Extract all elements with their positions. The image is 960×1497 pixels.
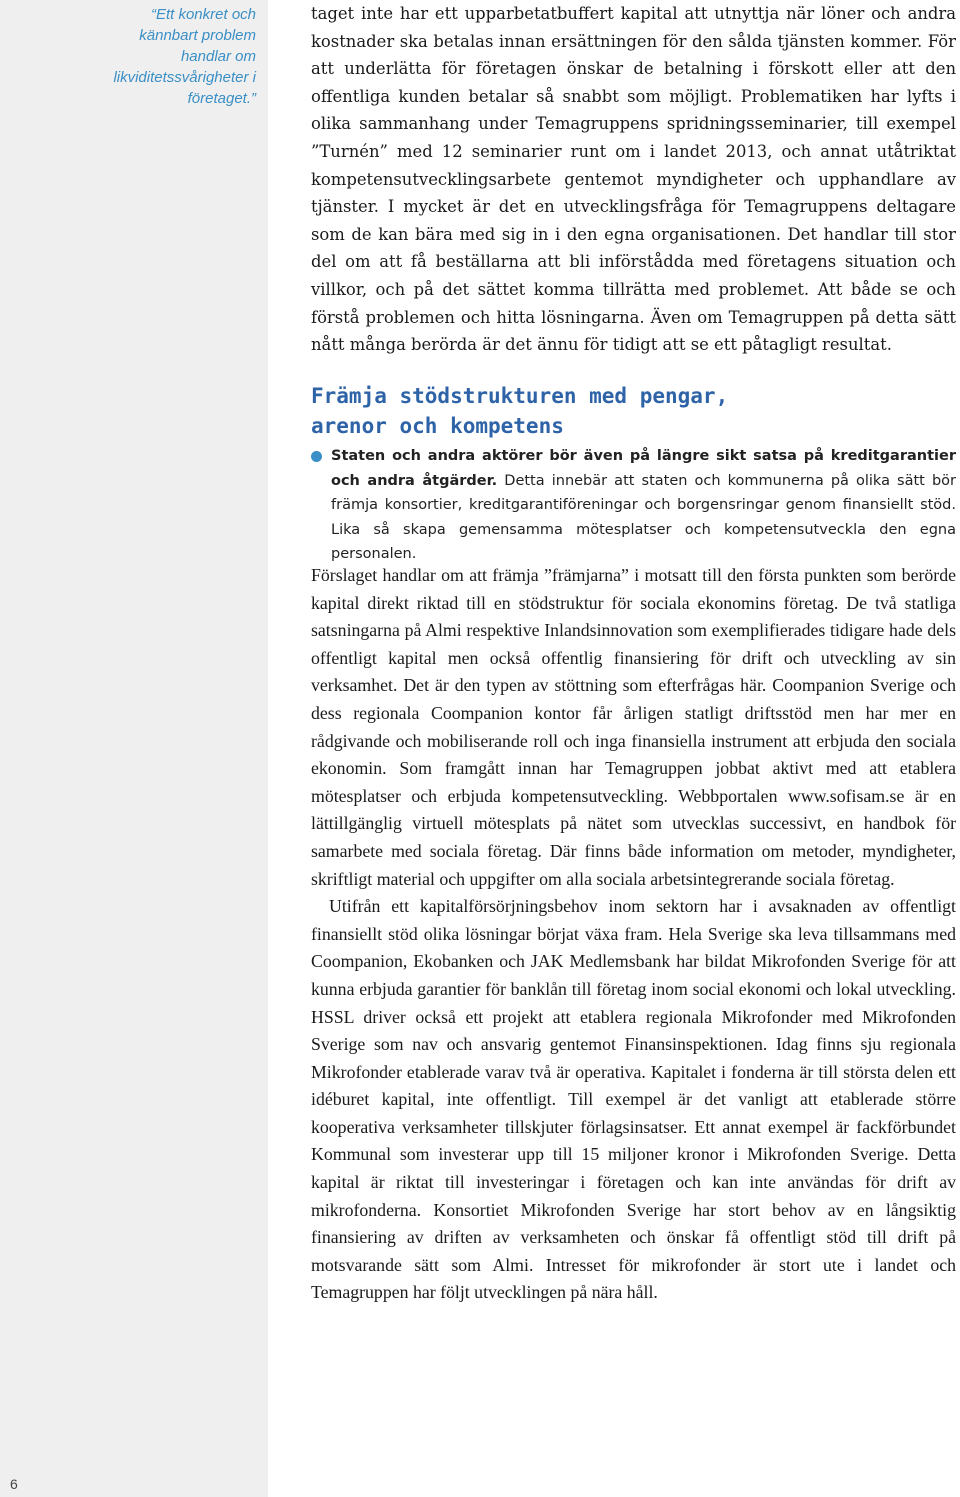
proposal-text <box>311 444 956 567</box>
pull-quote: “Ett konkret och kännbart problem handlar om likviditetssvårigheter i företaget.” <box>113 6 256 107</box>
proposal-body: Detta innebär att staten och kommunerna på olika sätt bör främja konsortier, kreditgarantiföreningar och borgensringar genom finansiellt stöd. Lika så skapa gemensamma mötesplatser och kompetensutveckla den egna personalen. <box>331 472 956 562</box>
sidebar-panel <box>0 0 268 1497</box>
body-paragraph-1: Förslaget handlar om att främja ”främjarna” i motsatt till den första punkten som berörde kapital direkt riktad till en stödstruktur för sociala ekonomins företag. De två statliga satsningarna på Almi respektive Inlandsinnovation som exemplifierades tidigare hade dels offentligt kapital men också offentlig finansiering för drift och utveckling av sin verksamhet. Det är den typen av stöttning som efterfrågas här. Coompanion Sverige och dess regionala Coompanion kontor får årligen statligt driftsstöd men har mer en rådgivande och mobiliserande roll och inga finansiella instrument att erbjuda den sociala ekonomin. Som framgått innan har Temagruppen jobbat aktivt med att etablera mötesplatser och erbjuda kompetensutveckling. Webbportalen www.sofisam.se är en lättillgänglig virtuell mötesplats på nätet som utvecklas successivt, en handbok för samarbete med sociala företag. Där finns både information om metoder, myndigheter, skriftligt material och uppgifter om alla sociala arbetsintegrerande sociala företag. <box>311 565 956 889</box>
proposal-box <box>311 444 956 567</box>
body-section <box>311 562 956 1307</box>
section-heading-line-1: Främja stödstrukturen med pengar, <box>311 384 729 408</box>
bullet-dot-icon <box>311 451 322 462</box>
page-number: 6 <box>10 1476 18 1492</box>
section-heading-line-2: arenor och kompetens <box>311 414 564 438</box>
intro-paragraph: taget inte har ett upparbetatbuffert kapital att utnyttja när löner och andra kostnader ska betalas innan ersättningen för den sålda tjänsten kommer. För att underlätta för företagen önskar de betalning i förskott eller att den offentliga kunden betalar så snabbt som möjligt. Problematiken har lyfts i olika sammanhang under Temagruppens spridningsseminarier, till exempel ”Turnén” med 12 seminarier runt om i landet 2013, och annat utåtriktat kompetensutvecklingsarbete gentemot myndigheter och upphandlare av tjänster. I mycket är det en utvecklingsfråga för Temagruppens deltagare som de kan bära med sig in i den egna organisationen. Det handlar till stor del om att få beställarna att bli införstådda med företagens situation och villkor, och på det sättet komma tillrätta med problemet. Att både se och förstå problemen och hitta lösningarna. Även om Temagruppen på detta sätt nått många berörda är det ännu för tidigt att se ett påtagligt resultat. <box>311 4 956 355</box>
body-paragraph-2: Utifrån ett kapitalförsörjningsbehov inom sektorn har i avsaknaden av offentligt finansiellt stöd olika lösningar börjat växa fram. Hela Sverige ska leva tillsammans med Coompanion, Ekobanken och JAK Medlemsbank har bildat Mikrofonden Sverige för att kunna erbjuda garantier för banklån till företag inom social ekonomi och lokal utveckling. HSSL driver också ett projekt att etablera regionala Mikrofonder med Mikrofonden Sverige som nav och ansvarig gentemot Finansinspektionen. Idag finns sju regionala Mikrofonder etablerade varav två är operativa. Kapitalet i fonderna är till största delen ett idéburet kapital, inte offentligt. Till exempel är det vanligt att etablerade större kooperativa verksamheter tillskjuter förlagsinsatser. Ett annat exempel är fackförbundet Kommunal som investerar upp till 15 miljoner kronor i Mikrofonden Sverige. Detta kapital är riktat till investeringar i företagen och kan inte användas för drift av mikrofonderna. Konsortiet Mikrofonden Sverige har stort behov av en långsiktig finansiering av driften av verksamheten och önskar få offentligt stöd till drift på motsvarande sätt som Almi. Intresset för mikrofonder är stort ute i landet och Temagruppen har följt utvecklingen på nära håll. <box>311 896 956 1303</box>
section-heading <box>311 381 728 441</box>
intro-section <box>311 0 956 359</box>
proposal-lead: Staten och andra aktörer bör även på längre sikt satsa på kreditgarantier och andra åtgärder. <box>331 448 956 489</box>
